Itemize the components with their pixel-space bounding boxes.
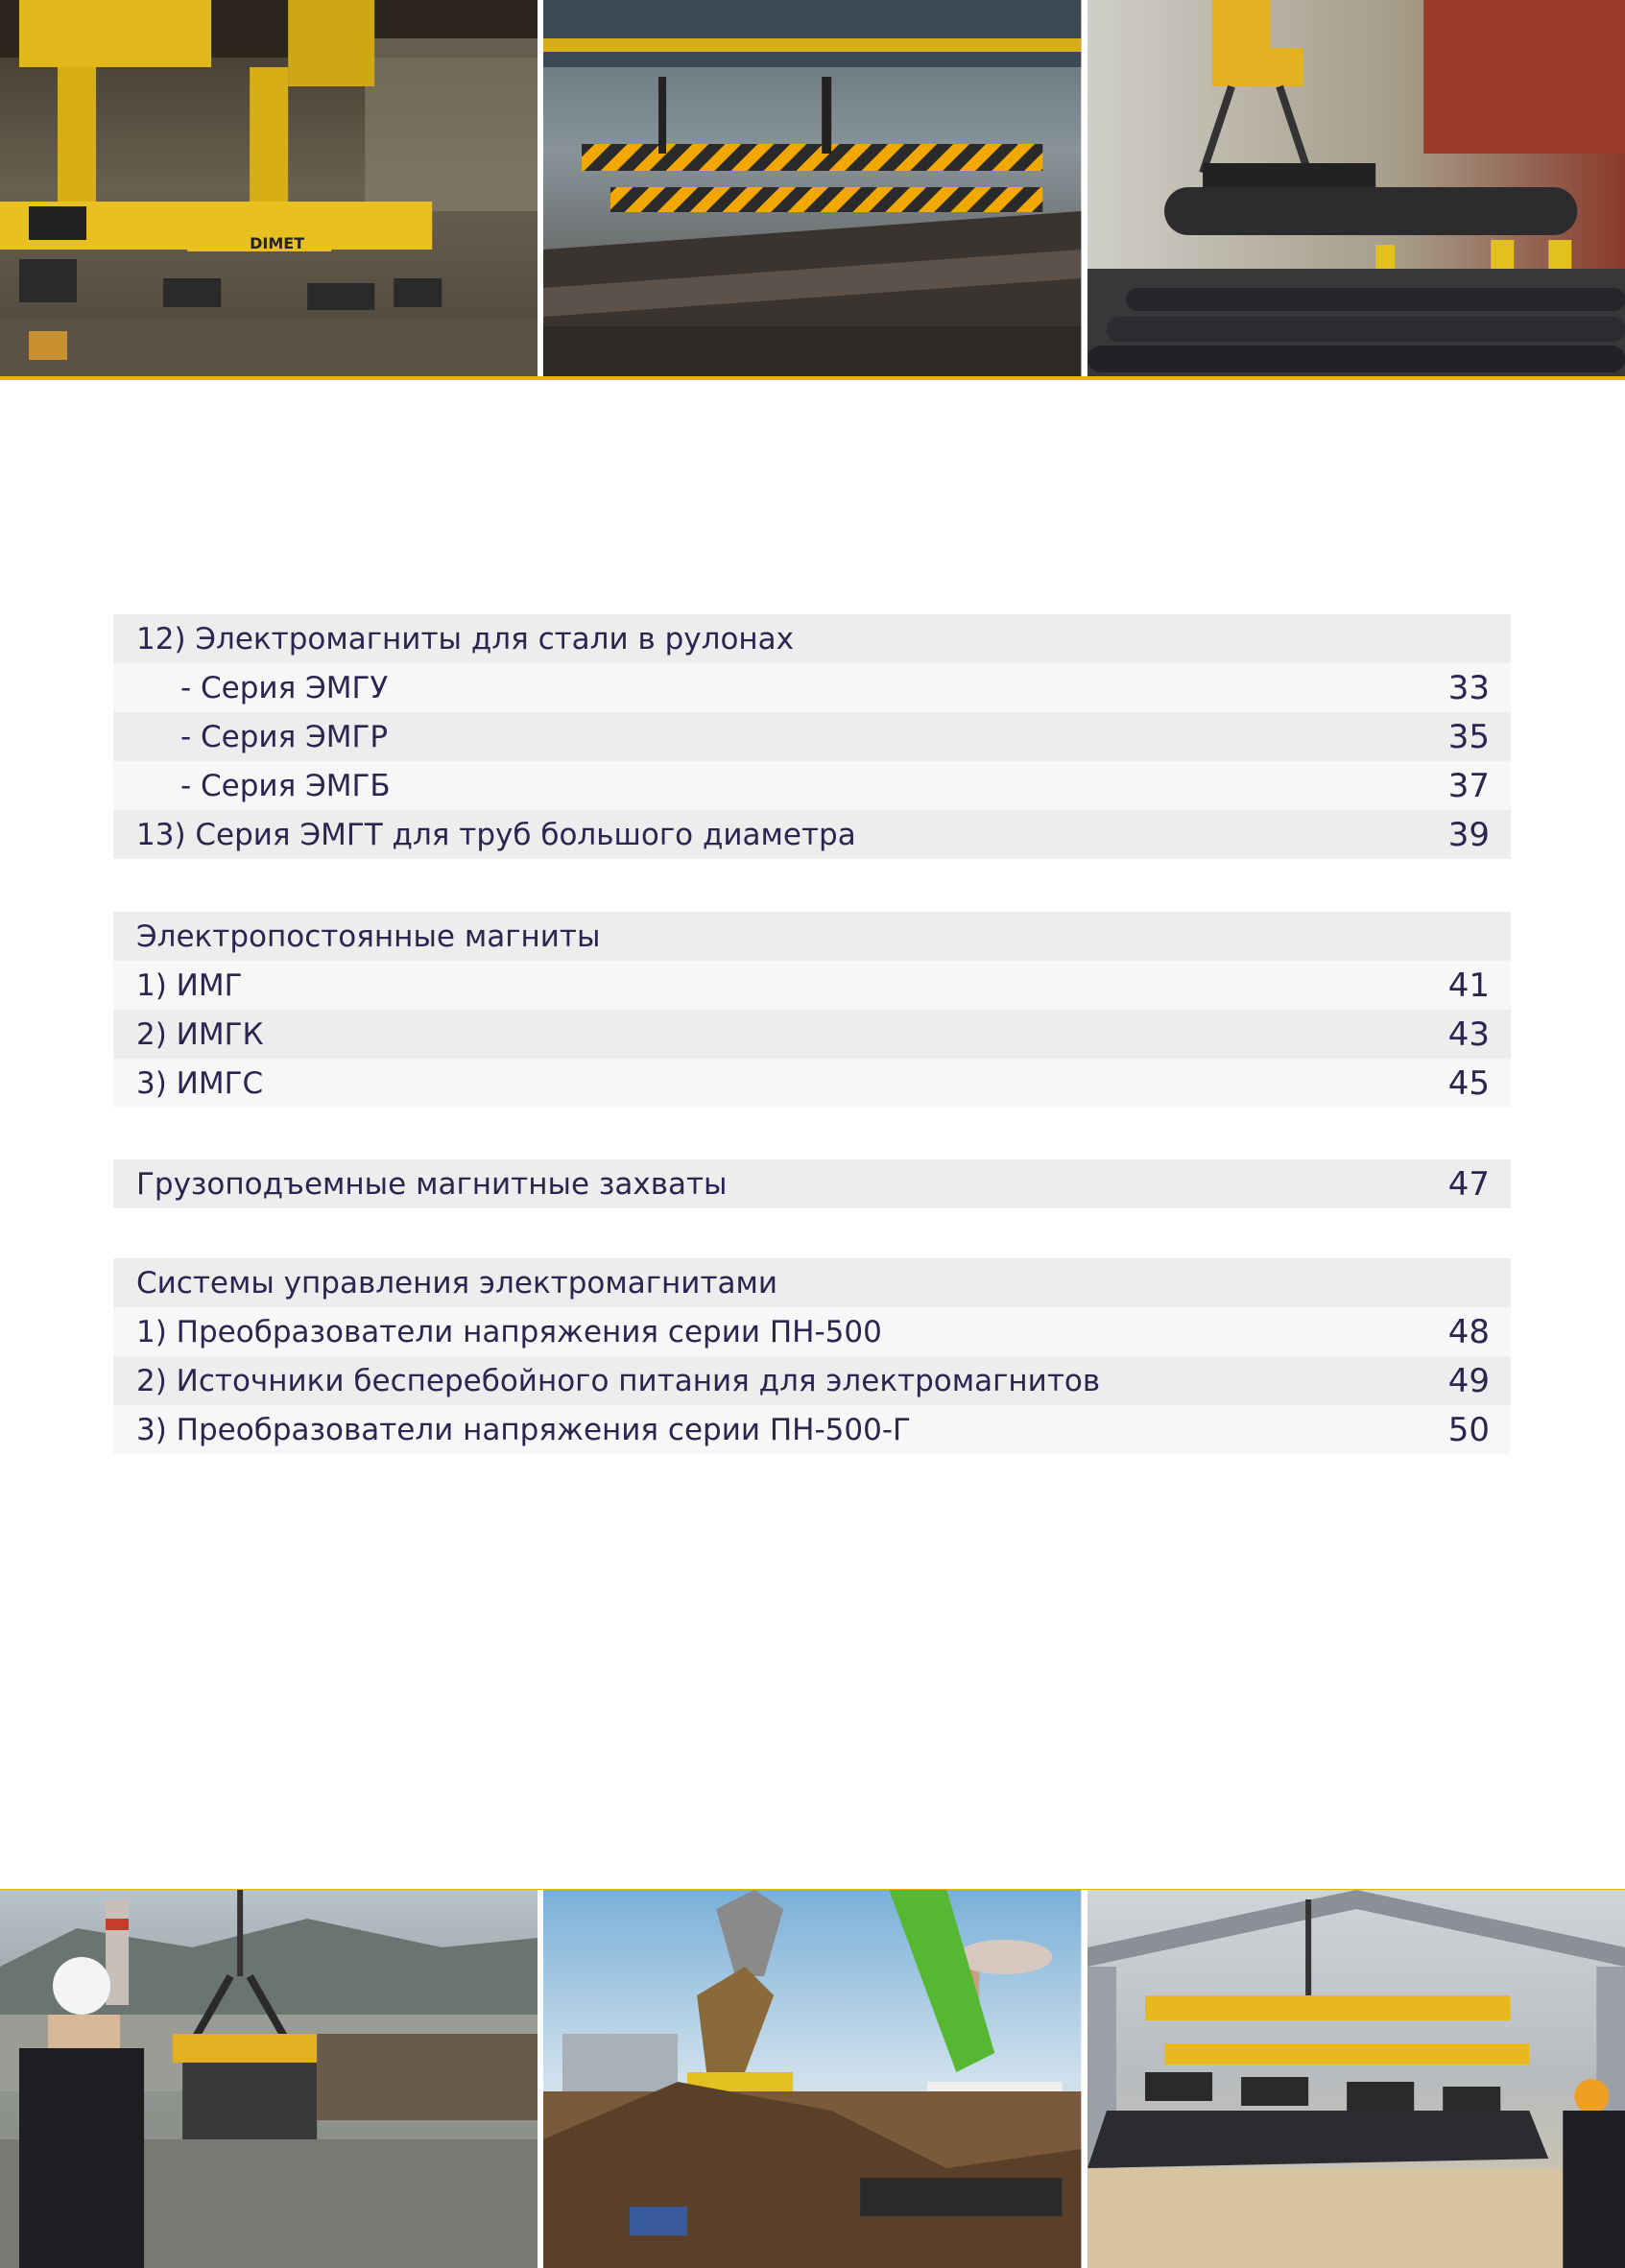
toc-row-page: 50 [1447, 1410, 1490, 1449]
toc-row-label: - Серия ЭМГР [180, 719, 389, 754]
toc-row [113, 1258, 1511, 1307]
toc-row [113, 1405, 1511, 1454]
toc-row-label: Системы управления электромагнитами [136, 1265, 778, 1301]
toc-row-page: 35 [1447, 717, 1490, 756]
toc-row-label: 2) Источники бесперебойного питания для электромагнитов [136, 1363, 1101, 1398]
toc-row [113, 761, 1511, 810]
toc-row-page: 45 [1447, 1063, 1490, 1103]
toc-row [113, 1356, 1511, 1405]
toc-row [113, 912, 1511, 961]
toc-row-label: 3) Преобразователи напряжения серии ПН-500-Г [136, 1412, 911, 1447]
toc-row-page: 39 [1447, 815, 1490, 854]
toc-section-grips [113, 1159, 1511, 1208]
photo-steel-plate-line [543, 0, 1081, 378]
toc-row-label: - Серия ЭМГБ [180, 768, 391, 803]
toc-row [113, 961, 1511, 1010]
photo-scrap-grapple-excavator [543, 1890, 1081, 2268]
toc-row [113, 810, 1511, 859]
toc-row-page: 37 [1447, 766, 1490, 805]
toc-row-page: 47 [1447, 1164, 1490, 1204]
photo-round-bar-magnet [1087, 0, 1625, 378]
toc-section-control-systems [113, 1258, 1511, 1454]
toc-row-page: 43 [1447, 1015, 1490, 1054]
toc-row [113, 1010, 1511, 1059]
toc-row-label: 1) ИМГ [136, 967, 243, 1003]
toc-row-page: 41 [1447, 966, 1490, 1005]
bottom-photo-strip [0, 1890, 1625, 2268]
toc-row-label: Электропостоянные магниты [136, 919, 601, 954]
toc-row-page: 33 [1447, 668, 1490, 707]
photo-overhead-crane-beam [0, 0, 538, 378]
dimet-logo-text: DIMET [250, 234, 305, 252]
toc-row [113, 663, 1511, 712]
toc-row-label: 12) Электромагниты для стали в рулонах [136, 621, 795, 657]
toc-row [113, 1307, 1511, 1356]
toc-row-label: - Серия ЭМГУ [180, 670, 389, 705]
toc-row [113, 1059, 1511, 1108]
toc-row-label: 2) ИМГК [136, 1016, 264, 1052]
toc-section-electropermanent [113, 912, 1511, 1108]
toc-row [113, 712, 1511, 761]
toc-row [113, 614, 1511, 663]
photo-warehouse-magnet-beam [1087, 1890, 1625, 2268]
toc-row-page: 49 [1447, 1361, 1490, 1400]
toc-row [113, 1159, 1511, 1208]
toc-section-coil-magnets [113, 614, 1511, 859]
top-gold-divider [0, 376, 1625, 380]
top-photo-strip [0, 0, 1625, 378]
toc-row-label: 13) Серия ЭМГТ для труб большого диаметра [136, 817, 856, 852]
toc-row-label: 3) ИМГС [136, 1065, 264, 1101]
toc-row-label: Грузоподъемные магнитные захваты [136, 1166, 728, 1202]
photo-coil-magnet-worker [0, 1890, 538, 2268]
toc-row-label: 1) Преобразователи напряжения серии ПН-500 [136, 1314, 882, 1349]
toc-row-page: 48 [1447, 1312, 1490, 1351]
